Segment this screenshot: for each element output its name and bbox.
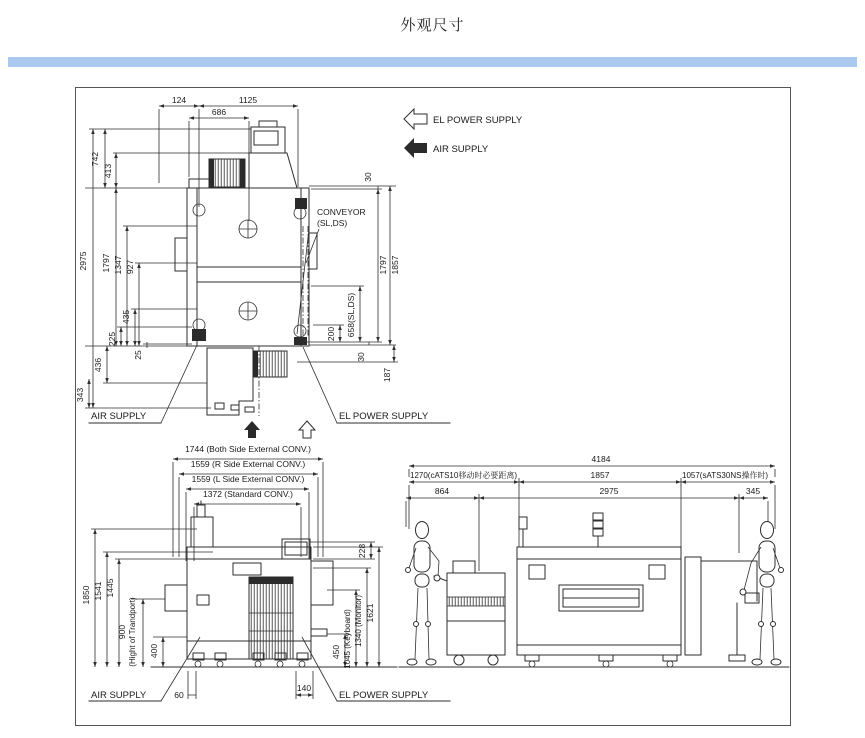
dim-1445: 1445 [105,578,115,598]
dim-25: 25 [133,350,143,360]
dim-413: 413 [103,163,113,179]
dim-1797-right: 1797 [378,255,388,275]
dim-1621: 1621 [365,603,375,623]
dim-124: 124 [171,95,187,105]
dim-742: 742 [90,151,100,167]
legend [404,109,523,158]
dim-686: 686 [211,107,227,117]
dim-1125: 1125 [238,95,258,105]
dim-345: 345 [745,486,761,496]
el-power-up-arrow-icon [299,421,315,438]
dim-1057: 1057(sATS30NS操作时) [682,471,769,480]
dim-200: 200 [326,326,336,342]
dimension-drawing [76,88,790,725]
front-air-supply-label: AIR SUPPLY [91,690,147,701]
dim-864: 864 [434,486,450,496]
dim-658: 658(SL,DS) [346,292,356,338]
dim-436: 436 [93,357,103,373]
dim-1347: 1347 [113,255,123,275]
dim-1559-l: 1559 (L Side External CONV.) [191,474,305,484]
dim-228: 228 [357,543,367,559]
dim-60: 60 [174,690,184,700]
dim-30-bottom: 30 [356,352,366,362]
dim-30-top: 30 [363,172,373,182]
dim-900-note: (Hight of Trandport) [128,597,137,667]
front-view [81,444,450,701]
el-power-left-arrow-icon [404,109,427,129]
left-mannequin [406,522,441,666]
legend-air-supply: AIR SUPPLY [433,144,489,155]
legend-el-power-supply: EL POWER SUPPLY [433,115,523,126]
dim-343: 343 [76,387,85,403]
dim-187: 187 [382,367,392,383]
dim-435: 435 [121,309,131,325]
dim-1850: 1850 [81,585,91,605]
dim-4184: 4184 [591,454,611,464]
dim-900: 900 [117,624,127,640]
dim-2975-side: 2975 [599,486,619,496]
dim-450: 450 [331,644,341,660]
dim-1857: 1857 [390,255,400,275]
drawing-area [75,87,791,726]
page-title: 外观尺寸 [400,17,465,34]
dim-1340: 1340 (Monitor) [354,594,363,648]
air-supply-up-arrow-icon [244,421,260,438]
side-view [399,454,789,667]
dim-1045: 1045 (Keyboard) [343,609,352,669]
air-supply-left-arrow-icon [404,138,427,158]
top-el-power-supply-label: EL POWER SUPPLY [339,411,429,422]
conveyor-label: CONVEYOR [317,207,366,217]
dim-1857-side: 1857 [590,470,610,480]
dim-1744: 1744 (Both Side External CONV.) [185,444,311,454]
accent-bar [8,57,857,67]
dim-1541: 1541 [93,581,103,601]
dim-1372: 1372 (Standard CONV.) [203,489,293,499]
dim-2975: 2975 [78,251,88,271]
dim-400: 400 [149,643,159,659]
top-view [76,95,450,438]
dim-140: 140 [296,683,312,693]
front-el-power-supply-label: EL POWER SUPPLY [339,690,429,701]
top-air-supply-label: AIR SUPPLY [91,411,147,422]
dim-225: 225 [107,331,117,347]
dim-1270: 1270(cATS10移动时必要距离) [410,471,517,480]
conveyor-label-2: (SL,DS) [317,218,348,228]
dim-1559-r: 1559 (R Side External CONV.) [190,459,306,469]
dim-1797-left: 1797 [101,253,111,273]
dim-927: 927 [125,259,135,275]
